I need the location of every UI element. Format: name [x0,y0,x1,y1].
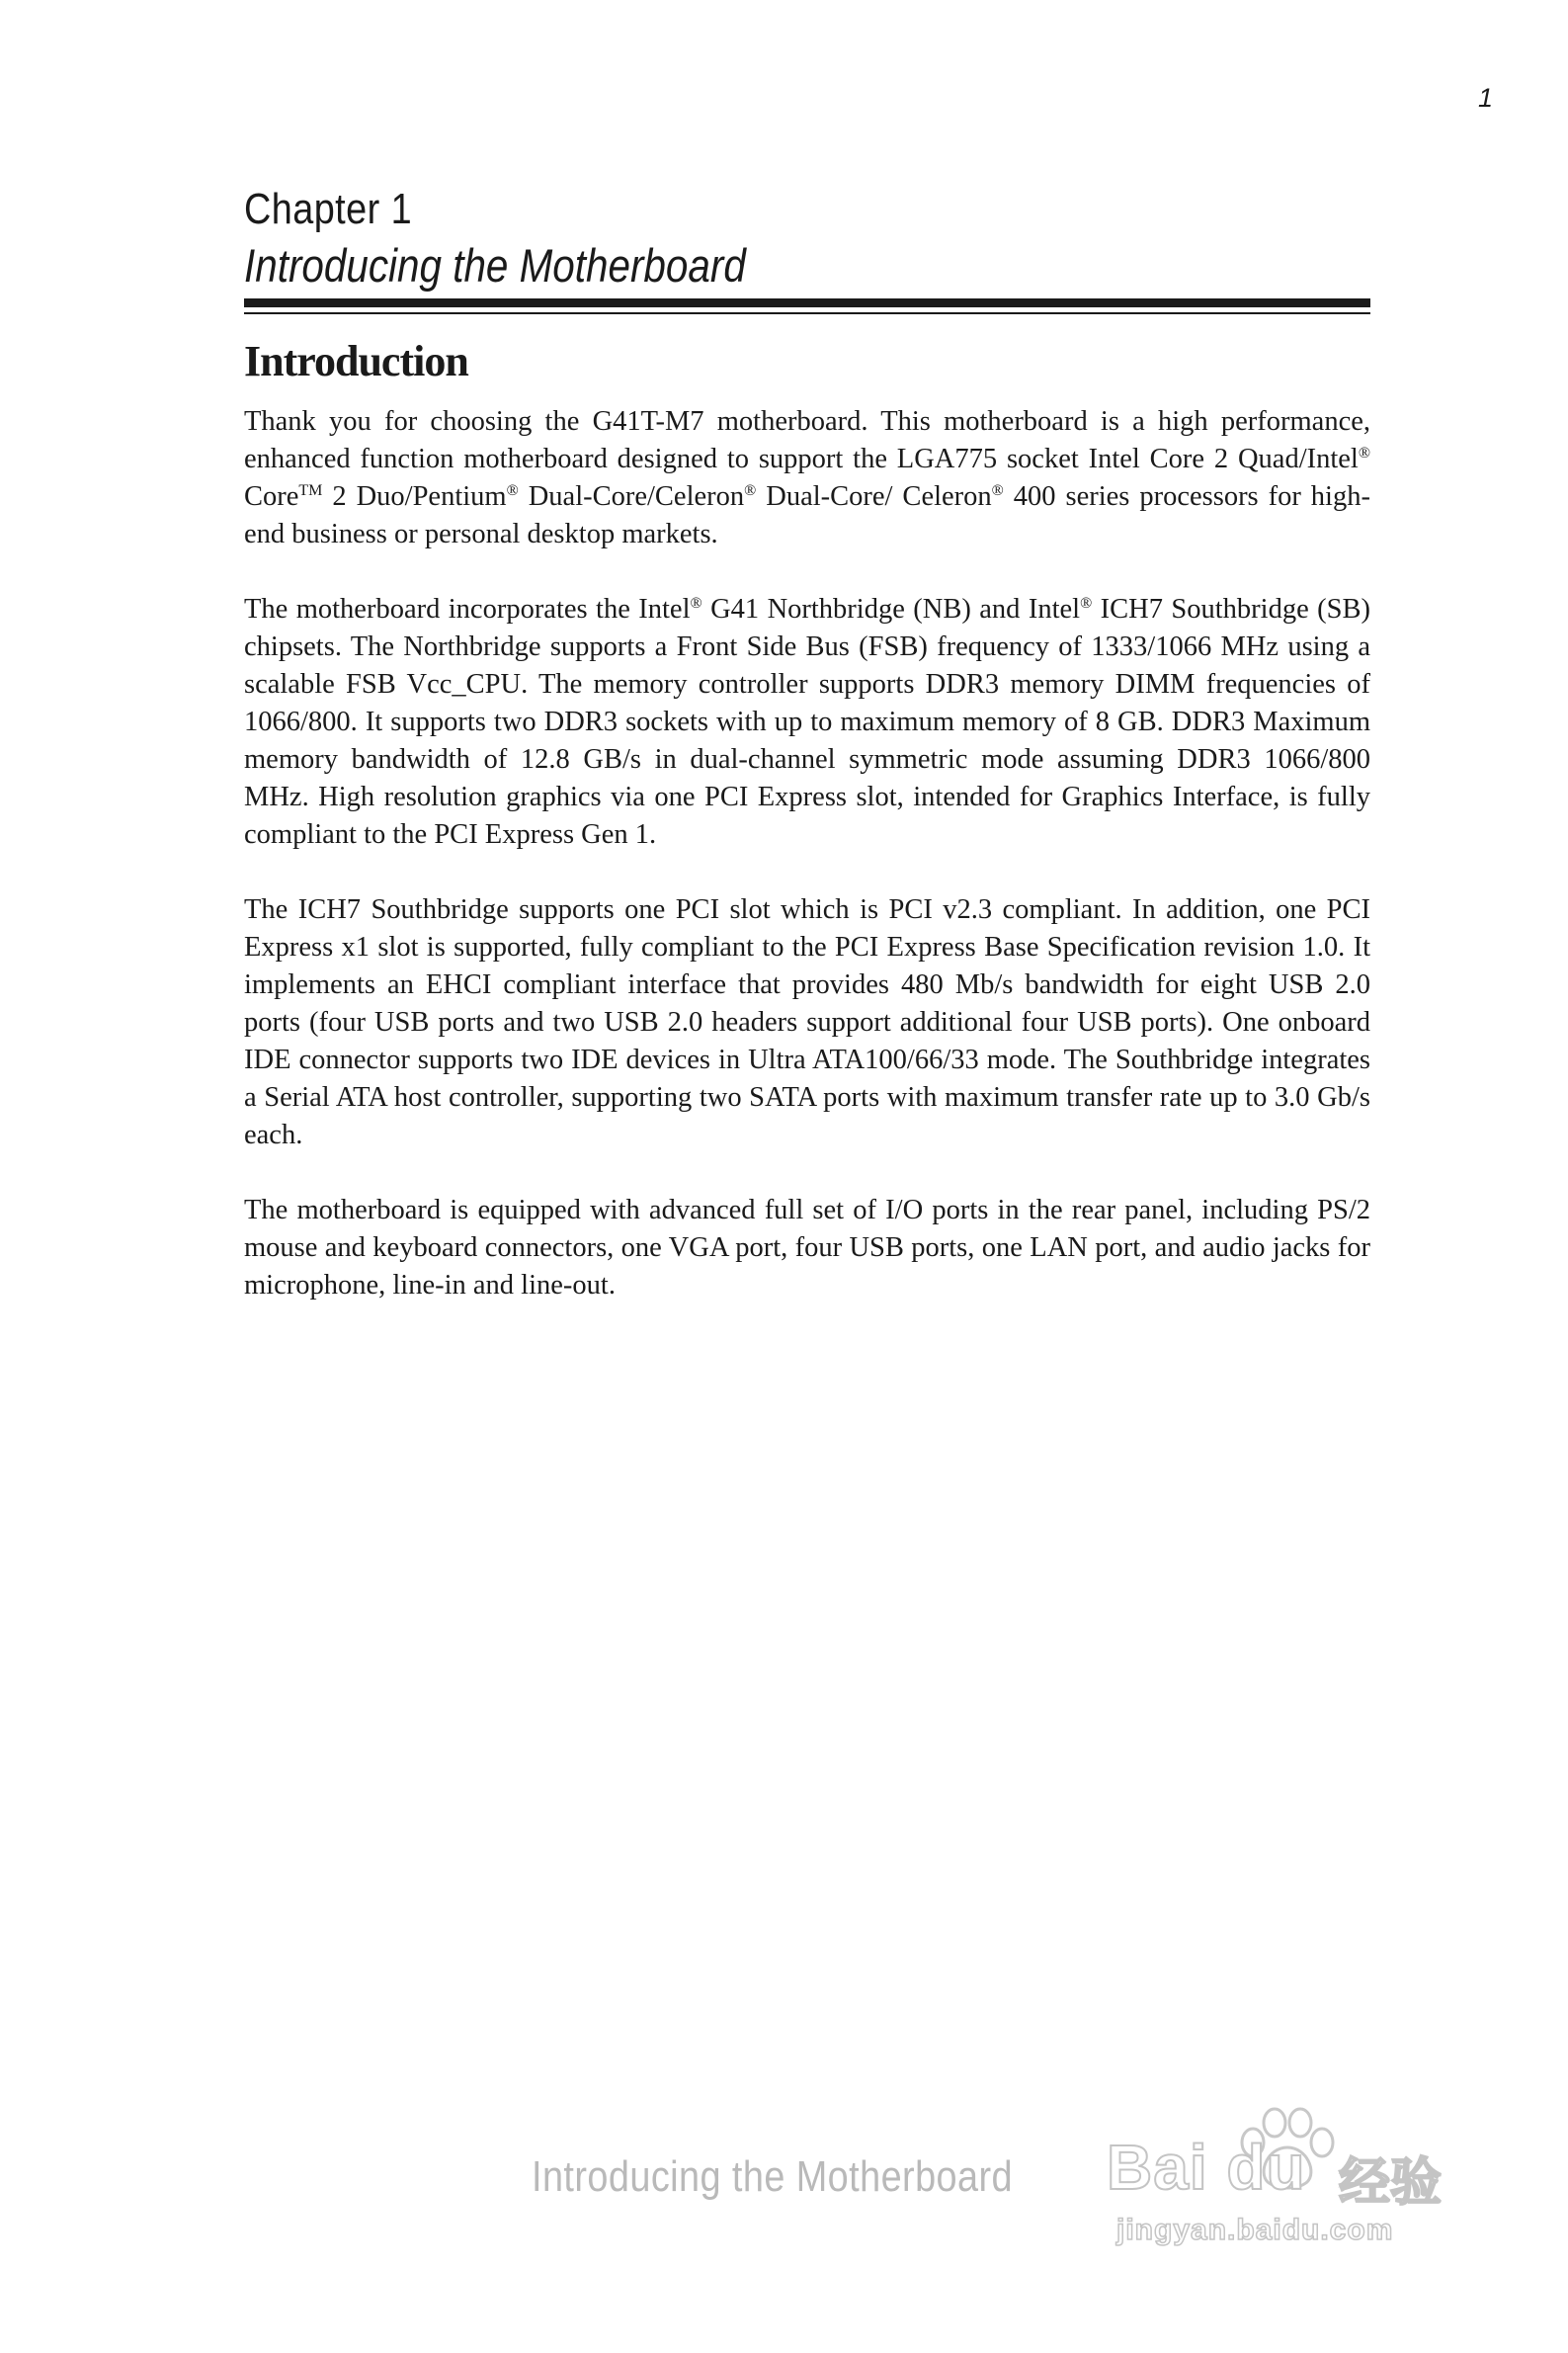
chapter-title: Introducing the Motherboard [244,239,746,292]
chapter-header [244,182,1370,294]
paragraph-1: Thank you for choosing the G41T-M7 motherboard. This motherboard is a high performance, enhanced function motherboard designed to support the LGA775 socket Intel Core 2 Quad/Intel® Core™ 2 Duo/Pentium® Dual-Core/Celeron® Dual-Core/ Celeron® 400 series processors for high-end business or personal desktop markets. [244,406,1370,549]
page-number: 1 [1478,83,1494,113]
body-text [244,403,1370,1342]
chapter-rule-thick [244,298,1370,307]
paragraph-2: The motherboard incorporates the Intel® G41 Northbridge (NB) and Intel® ICH7 Southbridge (SB) chipsets. The Northbridge supports a Front Side Bus (FSB) frequency of 1333/1066 MHz using a scalable FSB Vcc_CPU. The memory controller supports DDR3 memory DIMM frequencies of 1066/800. It supports two DDR3 sockets with up to maximum memory of 8 GB. DDR3 Maximum memory bandwidth of 12.8 GB/s in dual-channel symmetric mode assuming DDR3 1066/800 MHz. High resolution graphics via one PCI Express slot, intended for Graphics Interface, is fully compliant to the PCI Express Gen 1. [244,594,1370,850]
watermark-brand: Bai du [1107,2132,1306,2203]
watermark-url: jingyan.baidu.com [1116,2214,1394,2246]
baidu-watermark [1107,2111,1482,2249]
section-heading: Introduction [244,337,468,385]
chapter-rule-thin [244,312,1370,314]
paragraph-3: The ICH7 Southbridge supports one PCI slot which is PCI v2.3 compliant. In addition, one PCI Express x1 slot is supported, fully compliant to the PCI Express Base Specification revision 1.0. It implements an EHCI compliant interface that provides 480 Mb/s bandwidth for eight USB 2.0 ports (four USB ports and two USB 2.0 headers support additional four USB ports). One onboard IDE connector supports two IDE devices in Ultra ATA100/66/33 mode. The Southbridge integrates a Serial ATA host controller, supporting two SATA ports with maximum transfer rate up to 3.0 Gb/s each. [244,894,1370,1150]
footer-title: Introducing the Motherboard [532,2152,1014,2201]
paragraph-4: The motherboard is equipped with advanced full set of I/O ports in the rear panel, including PS/2 mouse and keyboard connectors, one VGA port, four USB ports, one LAN port, and audio jacks for microphone, line-in and line-out. [244,1195,1370,1301]
chapter-label: Chapter 1 [244,185,413,233]
watermark-cn: 经验 [1339,2153,1443,2213]
